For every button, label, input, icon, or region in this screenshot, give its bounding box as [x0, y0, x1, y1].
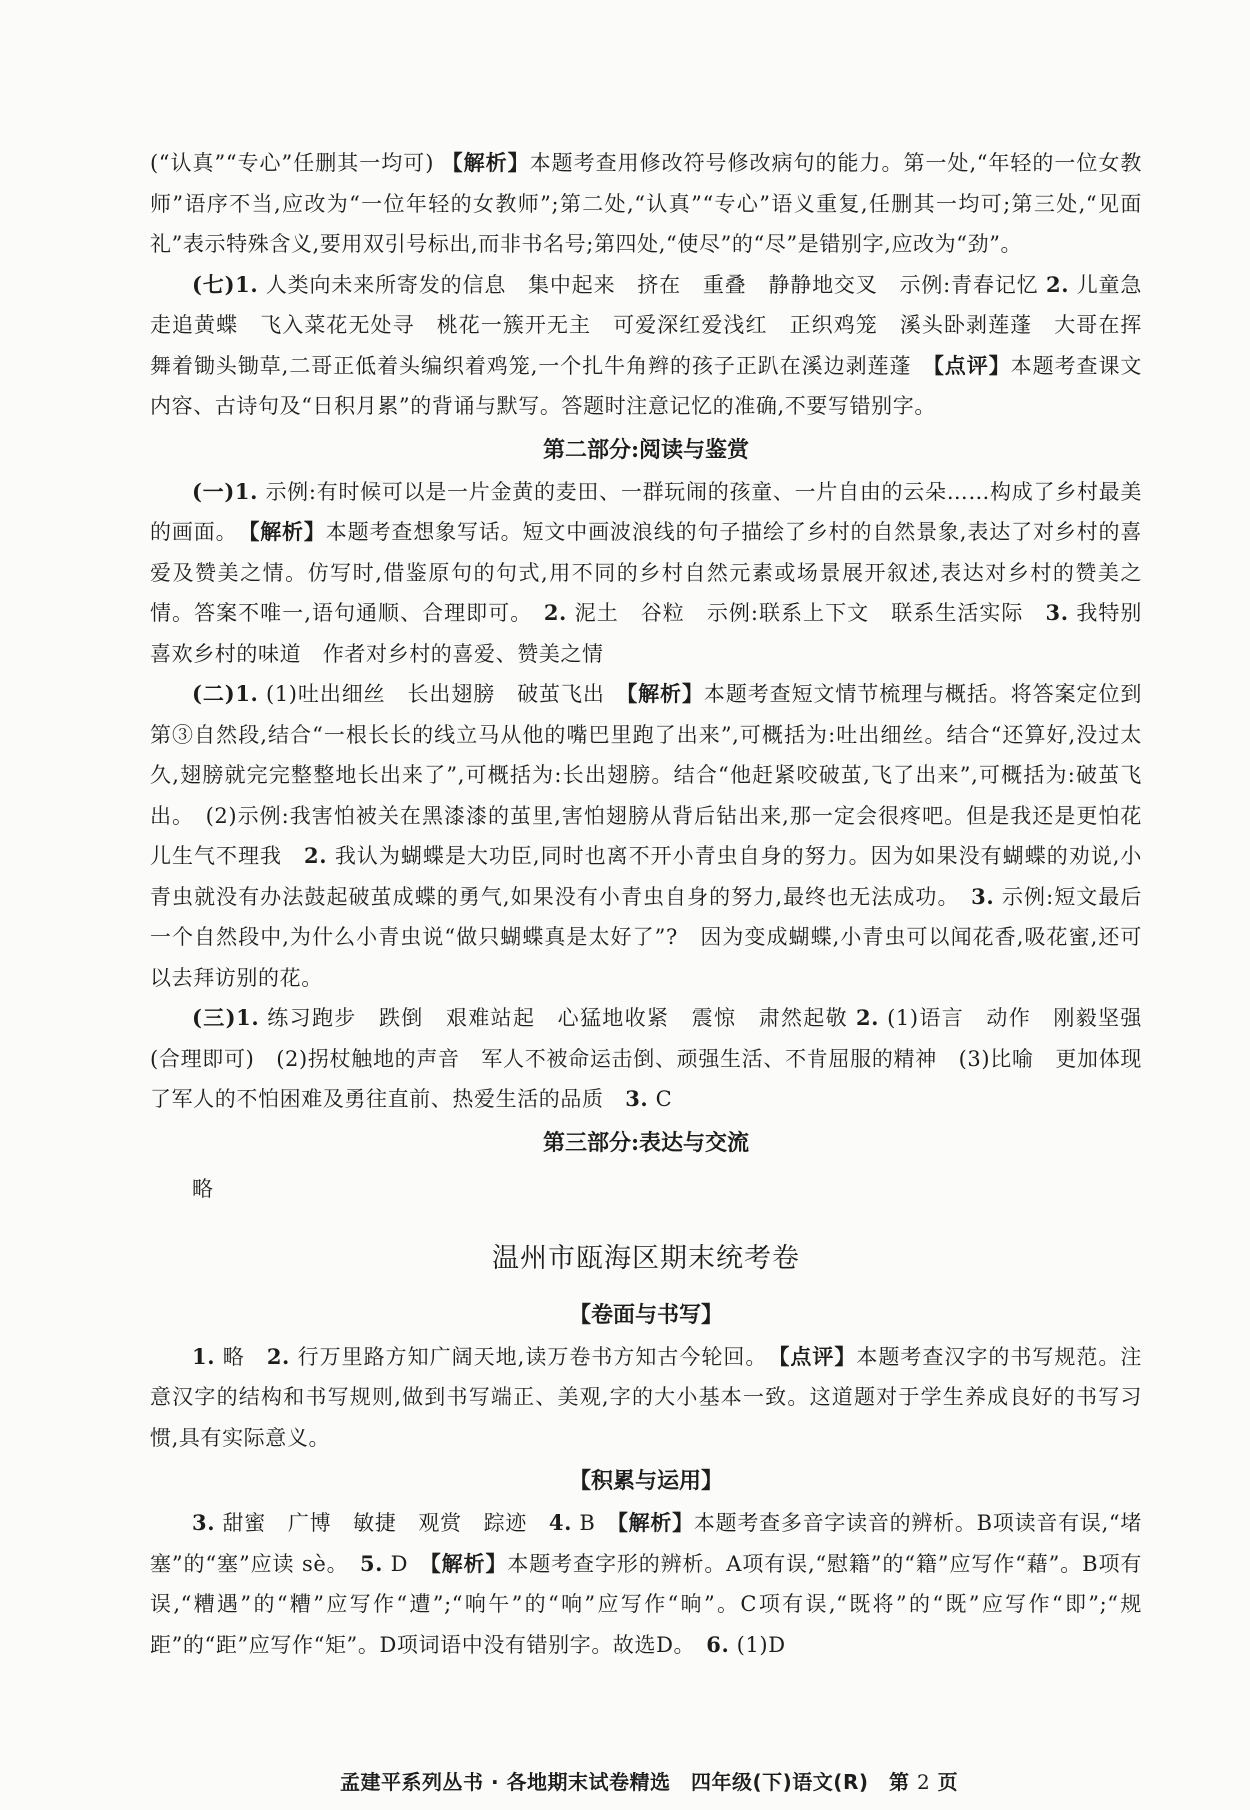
answer-paragraph	[150, 472, 1142, 675]
bold-run: 2.	[266, 1343, 290, 1369]
footer-page-unit: 页	[937, 1770, 959, 1794]
answer-paragraph	[150, 998, 1142, 1120]
bold-run: 1.	[192, 1343, 216, 1369]
text-run: 行万里路方知广阔天地,读万卷书方知古今轮回。	[289, 1344, 779, 1369]
bold-run: 4.	[548, 1510, 572, 1535]
text-run: 练习跑步 跌倒 艰难站起 心猛地收紧 震惊 肃然起敬	[259, 1006, 856, 1030]
text-run: (1)语言 动作 刚毅坚强(合理即可) (2)拐杖触地的声音 军人不被命运击倒、顽强生活、不肯屈服的精神 (3)比喻 更加体现了军人的不怕困难及勇往直前、热爱生活的品质	[150, 1006, 1142, 1111]
bold-run: 6.	[706, 1631, 730, 1657]
bold-run: 3.	[971, 883, 995, 909]
section-heading: 第二部分:阅读与鉴赏	[542, 436, 750, 463]
page-number: 2	[916, 1770, 931, 1794]
text-run: 略	[215, 1344, 267, 1369]
page-footer	[340, 1766, 1040, 1795]
text-run: (1)吐出细丝 长出翅膀 破茧飞出	[258, 682, 627, 706]
text-run: 本题考查汉字的书写规范。注意汉字的结构和书写规则,做到书写端正、美观,字的大小基本一致。这道题对于学生养成良好的书写习惯,具有实际意义。	[150, 1344, 1142, 1450]
section-heading: 【积累与运用】	[568, 1468, 723, 1494]
text-run: (1)D	[729, 1632, 786, 1657]
text-run: 人类向未来所寄发的信息 集中起来 挤在 重叠 静静地交叉 示例:青春记忆	[258, 272, 1047, 297]
answer-paragraph	[150, 265, 1142, 427]
footer-series: 孟建平系列丛书 · 各地期末试卷精选 四年级(下)语文(R) 第	[340, 1770, 910, 1794]
text-run: 本题考查课文内容、古诗句及“日积月累”的背诵与默写。答题时注意记忆的准确,不要写错别字。	[150, 353, 1142, 418]
text-run: 本题考查短文情节梳理与概括。将答案定位到第③自然段,结合“一根长长的线立马从他的嘴巴里跑了出来”,可概括为:吐出细丝。结合“还算好,没过太久,翅膀就完完整整地长出来了”,可概括为:长出翅膀。结合“他赶紧咬破茧,飞了出来”,可概括为:破茧飞出。 (2)示例:我害怕被关在黑漆漆的茧里,害怕翅膀从背后钻出来,那一定会很疼吧。但是我还是更怕花儿生气不理我	[150, 682, 1142, 868]
text-run: 我认为蝴蝶是大功臣,同时也离不开小青虫自身的努力。因为如果没有蝴蝶的劝说,小青虫就没有办法鼓起破茧成蝶的勇气,如果没有小青虫自身的努力,最终也无法成功。	[150, 844, 1142, 909]
bold-run: 3.	[625, 1086, 649, 1111]
text-run: 我特别喜欢乡村的味道 作者对乡村的喜爱、赞美之情	[150, 601, 1142, 666]
bold-run: 【点评】	[778, 1343, 857, 1369]
bold-run: 【解析】	[626, 681, 704, 706]
bold-run: 【点评】	[933, 352, 1011, 378]
text-run: 儿童急走追黄蝶 飞入菜花无处寻 桃花一簇开无主 可爱深红爱浅红 正织鸡笼 溪头卧剥莲蓬 大哥在挥舞着锄头锄草,二哥正低着头编织着鸡笼,一个扎牛角辫的孩子正趴在溪边剥莲蓬	[150, 272, 1142, 378]
bold-run: (一)1.	[192, 478, 259, 504]
bold-run: 2.	[543, 600, 567, 625]
bold-run: 【解析】	[248, 519, 326, 544]
text-run: 本题考查用修改符号修改病句的能力。第一处,“年轻的一位女教师”语序不当,应改为“一位年轻的女教师”;第二处,“认真”“专心”语义重复,任删其一均可;第三处,“见面礼”表示特殊含义,要用双引号标出,而非书名号;第四处,“使尽”的“尽”是错别字,应改为“劲”。	[150, 151, 1142, 256]
text-run: 泥土 谷粒 示例:联系上下文 联系生活实际	[566, 601, 1046, 625]
bold-run: 2.	[304, 843, 328, 868]
exam-title: 温州市瓯海区期末统考卷	[492, 1242, 800, 1274]
bold-run: 【解析】	[617, 1510, 694, 1535]
text-run: 本题考查想象写话。短文中画波浪线的句子描绘了乡村的自然景象,表达了对乡村的喜爱及赞美之情。仿写时,借鉴原句的句式,用不同的乡村自然元素或场景展开叙述,表达对乡村的赞美之情。答案不唯一,语句通顺、合理即可。	[150, 520, 1142, 625]
text-run: (“认真”“专心”任删其一均可)	[150, 151, 442, 175]
part3-answer: 略	[192, 1176, 213, 1201]
bold-run: (七)1.	[192, 271, 259, 297]
text-run: 甜蜜 广博 敏捷 观赏 踪迹	[215, 1511, 549, 1535]
bold-run: 【解析】	[430, 1550, 508, 1576]
answer-paragraph	[150, 674, 1142, 998]
answer-paragraph	[150, 1503, 1142, 1665]
text-run: 本题考查字形的辨析。A项有误,“慰籍”的“籍”应写作“藉”。B项有误,“糟遇”的“糟”应写作“遭”;“响午”的“响”应写作“晌”。C项有误,“既将”的“既”应写作“即”;“规距”的“距”应写作“矩”。D项词语中没有错别字。故选D。	[150, 1551, 1142, 1657]
section-heading: 第三部分:表达与交流	[542, 1129, 750, 1156]
answer-paragraph	[150, 143, 1142, 265]
text-run: 示例:短文最后一个自然段中,为什么小青虫说“做只蝴蝶真是太好了”? 因为变成蝴蝶,小青虫可以闻花香,吸花蜜,还可以去拜访别的花。	[150, 884, 1142, 990]
text-run: D	[383, 1551, 431, 1576]
text-run: B	[571, 1511, 618, 1535]
bold-run: (三)1.	[192, 1005, 260, 1030]
section-heading: 【卷面与书写】	[568, 1301, 723, 1328]
answer-paragraph	[150, 1337, 1142, 1459]
bold-run: (二)1.	[192, 681, 259, 706]
text-run: 本题考查多音字读音的辨析。B项读音有误,“堵塞”的“塞”应读 sè。	[150, 1511, 1142, 1576]
bold-run: 【解析】	[441, 150, 530, 175]
text-run: 示例:有时候可以是一片金黄的麦田、一群玩闹的孩童、一片自由的云朵……构成了乡村最美的画面。	[150, 479, 1142, 544]
bold-run: 2.	[1046, 271, 1070, 297]
bold-run: 2.	[855, 1005, 880, 1030]
text-run: C	[648, 1087, 673, 1111]
bold-run: 3.	[1045, 600, 1069, 625]
answer-page	[150, 143, 1142, 1665]
bold-run: 5.	[359, 1550, 384, 1576]
bold-run: 3.	[192, 1510, 216, 1535]
